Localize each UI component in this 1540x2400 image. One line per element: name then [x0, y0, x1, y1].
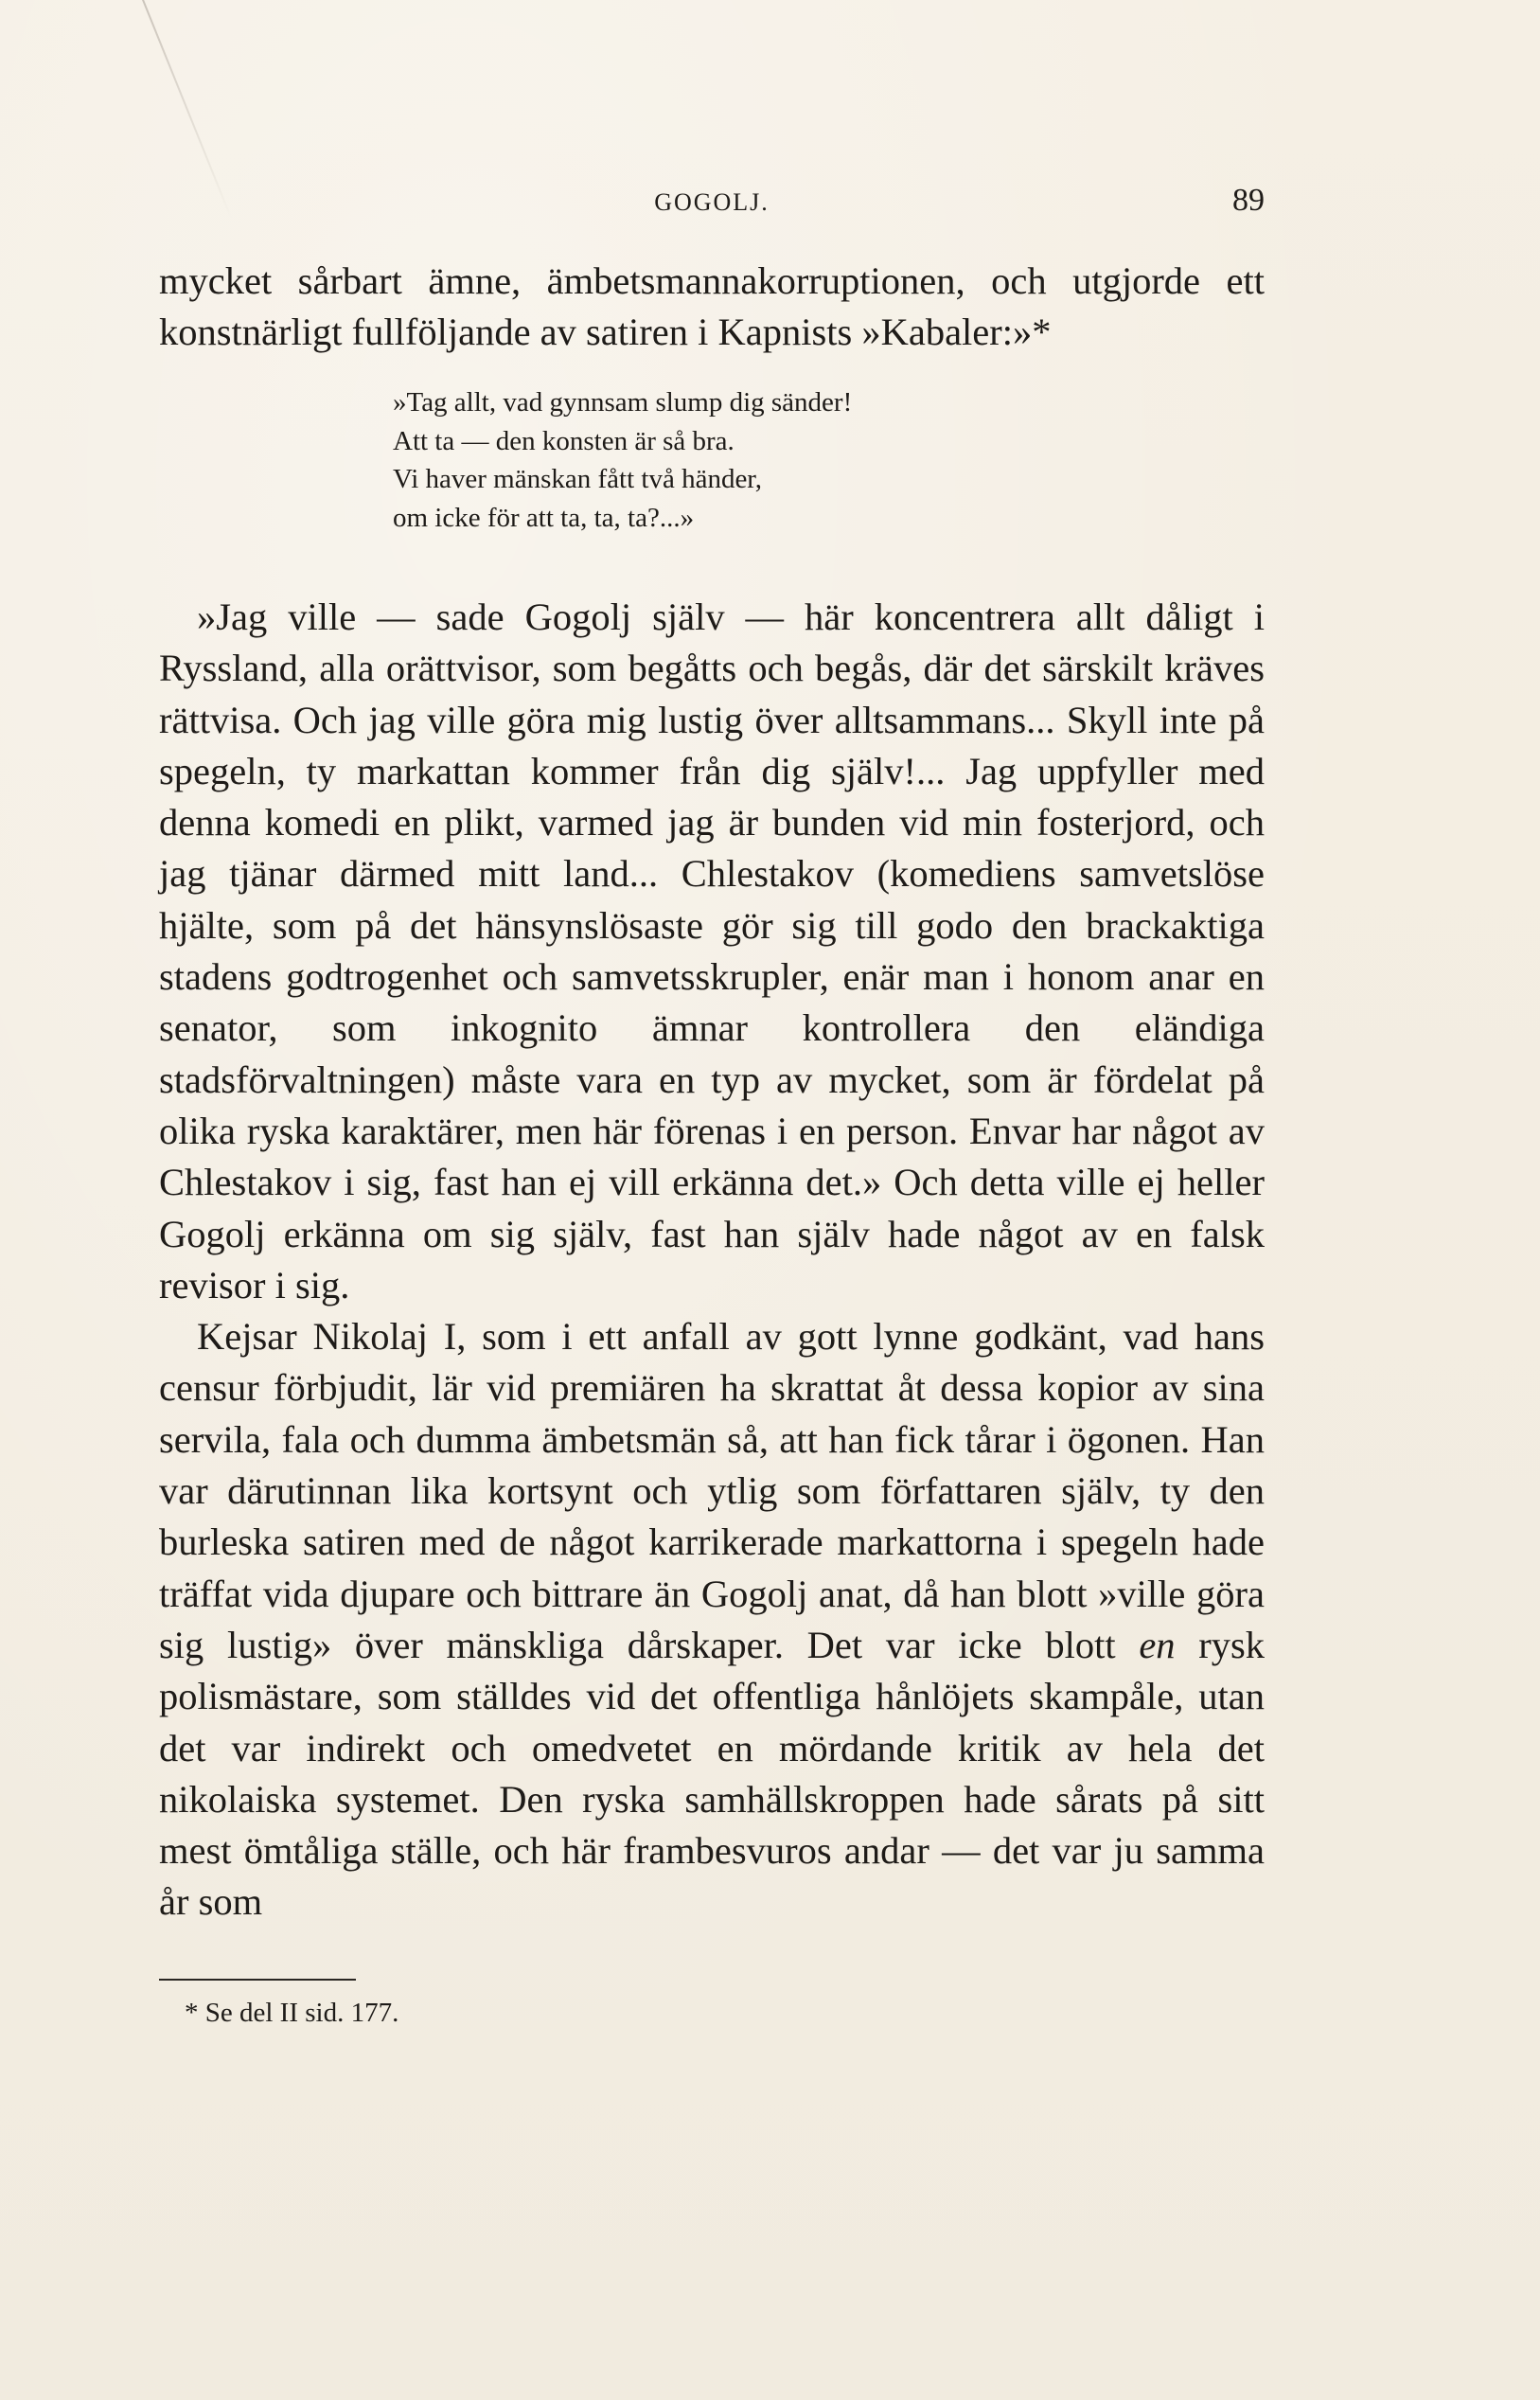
verse-quote: [393, 383, 852, 537]
footnote-divider: [159, 1979, 356, 1981]
intro-paragraph: [159, 256, 1265, 358]
paragraph-nikolaj: [159, 1311, 1265, 1929]
verse-line: om icke för att ta, ta, ta?...»: [393, 502, 695, 533]
running-title: GOGOLJ.: [654, 188, 770, 216]
body-text: [159, 592, 1265, 1929]
verse-line: Vi haver mänskan fått två händer,: [393, 464, 763, 494]
intro-text: mycket sårbart ämne, ämbetsmannakorruptionen, och utgjorde ett konstnärligt fullföljande av satiren i Kapnists »Kabaler:»*: [159, 259, 1265, 353]
emphasis-word: en: [1139, 1623, 1176, 1666]
paragraph-nikolaj-part-1: Kejsar Nikolaj I, som i ett anfall av gott lynne godkänt, vad hans censur förbjudit, lär vid premiären ha skrattat åt dessa kopior av sina servila, fala och dumma ämbetsmän så, att han fick tårar i ögonen. Han var därutinnan lika kortsynt och ytlig som författaren själv, ty den burleska satiren med de något karrikerade markattorna i spegeln hade träffat vida djupare och bittrare än Gogolj anat, då han blott »ville göra sig lustig» över mänskliga dårskaper. Det var icke blott: [159, 1315, 1265, 1666]
footnote: * Se del II sid. 177.: [185, 1998, 399, 2028]
running-head: [159, 183, 1265, 221]
page-number: 89: [1232, 183, 1265, 218]
verse-line: Att ta — den konsten är så bra.: [393, 425, 735, 456]
paragraph-gogolj-quote: »Jag ville — sade Gogolj själv — här koncentrera allt dåligt i Ryssland, alla orättvisor, som begåtts och begås, där det särskilt kräves rättvisa. Och jag ville göra mig lustig över alltsammans... Skyll inte på spegeln, ty markattan kommer från dig själv!... Jag uppfyller med denna komedi en plikt, varmed jag är bunden vid min fosterjord, och jag tjänar därmed mitt land... Chlestakov (komediens samvetslöse hjälte, som på det hänsynslösaste gör sig till godo den brackaktiga stadens godtrogenhet och samvetsskrupler, enär man i honom anar en senator, som inkognito ämnar kontrollera den eländiga stadsförvaltningen) måste vara en typ av mycket, som är fördelat på olika ryska karaktärer, men här förenas i en person. Envar har något av Chlestakov i sig, fast han ej vill erkänna det.» Och detta ville ej heller Gogolj erkänna om sig själv, fast han själv hade något av en falsk revisor i sig.: [159, 596, 1265, 1307]
verse-line: »Tag allt, vad gynnsam slump dig sänder!: [393, 387, 853, 418]
paragraph-nikolaj-part-2: rysk polismästare, som ställdes vid det offentliga hånlöjets skampåle, utan det var indirekt och omedvetet en mördande kritik av hela det nikolaiska systemet. Den ryska samhällskroppen hade sårats på sitt mest ömtåliga ställe, och här frambesvuros andar — det var ju samma år som: [159, 1623, 1265, 1924]
